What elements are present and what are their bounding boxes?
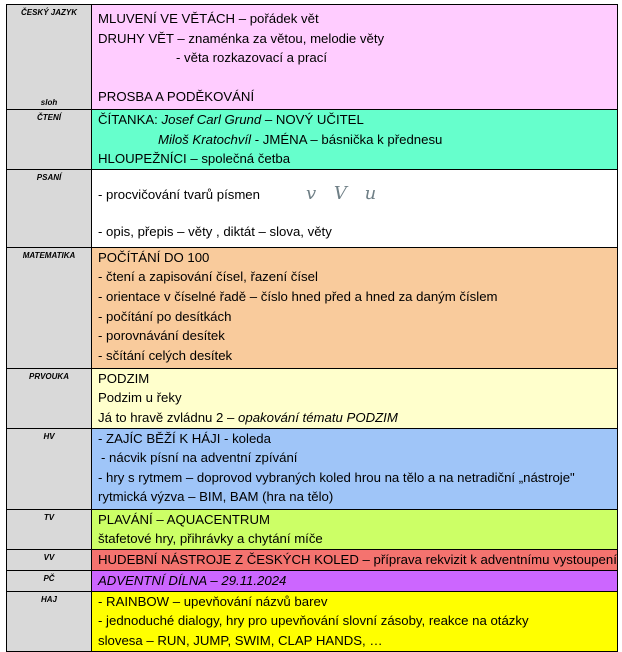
cursive-letters-sample: v V u <box>305 182 383 204</box>
subject-label: MATEMATIKA <box>22 250 76 260</box>
text: - procvičování tvarů písmen <box>98 186 260 202</box>
content-cell-vv <box>92 549 618 570</box>
content-cell-cteni <box>92 110 618 170</box>
content-line <box>98 184 617 208</box>
content-line: HLOUPEŽNÍCI – společná četba <box>98 151 291 167</box>
row-matematika <box>7 247 618 368</box>
content-line: - čtení a zapisování čísel, řazení čísel <box>98 269 318 285</box>
content-cell-haj <box>92 591 618 651</box>
content-line: - nácvik písní na adventní zpívání <box>101 450 298 466</box>
subject-label: HV <box>43 431 55 441</box>
content-line: POČÍTÁNÍ DO 100 <box>98 249 210 265</box>
text: ČÍTANKA: <box>98 112 162 127</box>
subject-label: ČTENÍ <box>37 113 61 122</box>
content-line: PLAVÁNÍ – AQUACENTRUM <box>98 511 270 527</box>
row-haj <box>7 591 618 651</box>
subject-cell-matematika <box>7 247 92 368</box>
text: - JMÉNA – básnička k přednesu <box>251 131 443 147</box>
subject-label: PČ <box>43 573 55 583</box>
content-line: - orientace v číselné řadě – číslo hned před a hned za daným číslem <box>98 288 498 304</box>
content-line: MLUVENÍ VE VĚTÁCH – pořádek vět <box>98 11 319 26</box>
content-line: slovesa – RUN, JUMP, SWIM, CLAP HANDS, … <box>98 632 383 648</box>
subject-label: VV <box>43 552 55 562</box>
content-cell-tv <box>92 509 618 549</box>
row-hv <box>7 428 618 509</box>
subject-cell-vv <box>7 549 92 570</box>
text-italic: opakování tématu PODZIM <box>238 409 398 425</box>
subject-cell-pc <box>7 570 92 591</box>
content-line: - počítání po desítkách <box>98 308 232 324</box>
row-cesky-jazyk <box>7 5 618 110</box>
row-tv <box>7 509 618 549</box>
subject-label: TV <box>43 512 55 522</box>
content-line: DRUHY VĚT – znaménka za větou, melodie věty <box>98 30 385 46</box>
content-cell-matematika <box>92 247 618 368</box>
subject-cell-tv <box>7 509 92 549</box>
content-line: štafetové hry, přihrávky a chytání míče <box>98 531 323 547</box>
content-line: - jednoduché dialogy, hry pro upevňování slovní zásoby, reakce na otázky <box>98 613 529 629</box>
text: – NOVÝ UČITEL <box>261 112 364 127</box>
row-prvouka <box>7 368 618 428</box>
subject-cell-cteni <box>7 110 92 170</box>
content-line: - věta rozkazovací a prací <box>176 50 327 66</box>
subject-label: PRVOUKA <box>28 371 69 381</box>
content-cell-pc <box>92 570 618 591</box>
content-line <box>98 110 617 130</box>
content-line: - RAINBOW – upevňování názvů barev <box>98 593 328 609</box>
content-line <box>98 408 617 428</box>
subject-cell-haj <box>7 591 92 651</box>
subject-cell-cesky-jazyk <box>7 5 92 110</box>
content-line: PODZIM <box>98 370 150 386</box>
content-cell-prvouka <box>92 368 618 428</box>
content-line: - porovnávání desítek <box>98 328 225 344</box>
content-line <box>98 130 617 150</box>
subject-cell-psani <box>7 169 92 247</box>
subject-label: PSANÍ <box>36 172 62 182</box>
weekly-plan-table <box>6 4 618 652</box>
content-line: PROSBA A PODĚKOVÁNÍ <box>98 88 255 104</box>
subject-label: HAJ <box>40 594 57 604</box>
content-cell-cesky-jazyk <box>92 5 618 110</box>
content-line: Podzim u řeky <box>98 390 182 406</box>
content-cell-psani <box>92 169 618 247</box>
subject-cell-prvouka <box>7 368 92 428</box>
row-vv <box>7 549 618 570</box>
content-line: - hry s rytmem – doprovod vybraných koled hrou na tělo a na netradiční „nástroje" <box>98 469 575 485</box>
author-name: Miloš Kratochvíl <box>158 131 252 147</box>
text: Já to hravě zvládnu 2 – <box>98 409 239 425</box>
author-name: Josef Carl Grund <box>161 112 262 127</box>
subject-cell-hv <box>7 428 92 509</box>
content-line: - opis, přepis – věty , diktát – slova, věty <box>98 223 332 239</box>
content-line: HUDEBNÍ NÁSTROJE Z ČESKÝCH KOLED – příprava rekvizit k adventnímu vystoupení <box>98 551 617 567</box>
row-cteni <box>7 110 618 170</box>
content-line: ADVENTNÍ DÍLNA – 29.11.2024 <box>98 572 287 588</box>
content-line: rytmická výzva – BIM, BAM (hra na tělo) <box>98 489 334 505</box>
content-line: - ZAJÍC BĚŽÍ K HÁJI - koleda <box>98 430 271 446</box>
content-line: - sčítání celých desítek <box>98 347 233 363</box>
row-pc <box>7 570 618 591</box>
subject-sublabel-sloh: sloh <box>40 98 58 107</box>
subject-label: ČESKÝ JAZYK <box>20 8 77 17</box>
content-cell-hv <box>92 428 618 509</box>
row-psani <box>7 169 618 247</box>
